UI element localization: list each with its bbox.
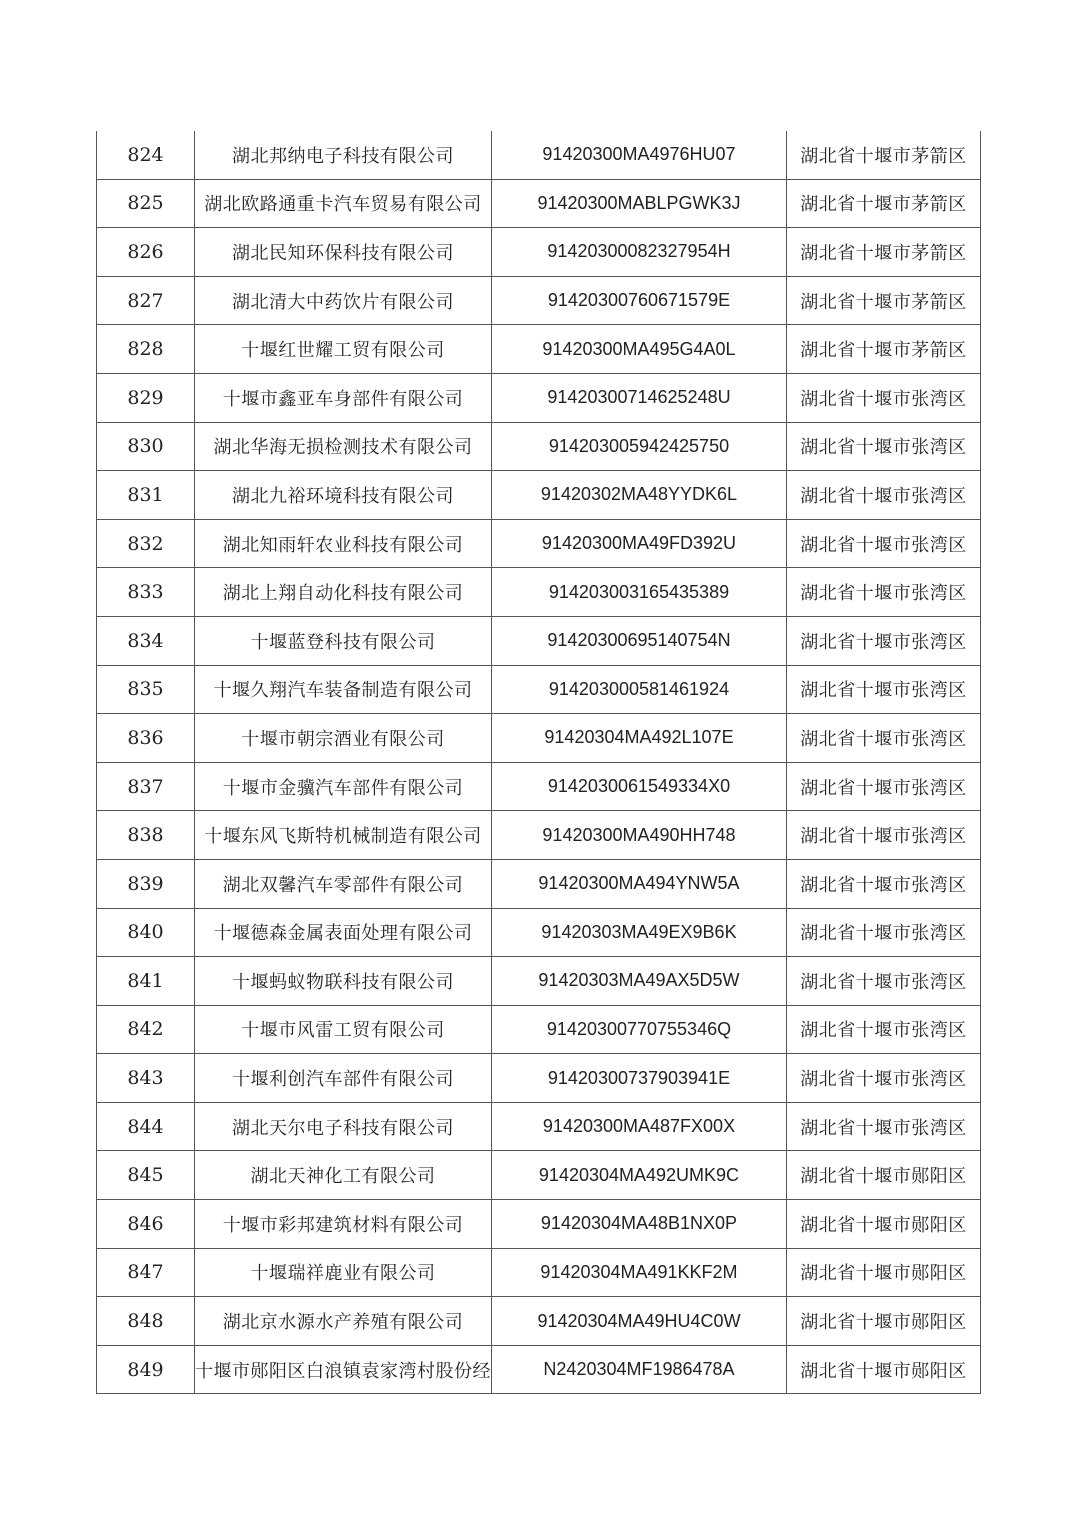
company-region: 湖北省十堰市张湾区	[787, 568, 981, 617]
company-name: 湖北清大中药饮片有限公司	[195, 276, 492, 325]
credit-code: 91420300MABLPGWK3J	[492, 179, 787, 228]
company-name: 十堰市朝宗酒业有限公司	[195, 714, 492, 763]
row-number: 838	[97, 811, 195, 860]
table-row	[97, 131, 981, 179]
row-number: 833	[97, 568, 195, 617]
row-number: 830	[97, 422, 195, 471]
row-number: 828	[97, 325, 195, 374]
credit-code: 91420300737903941E	[492, 1054, 787, 1103]
credit-code: 91420304MA491KKF2M	[492, 1248, 787, 1297]
company-name: 湖北民知环保科技有限公司	[195, 228, 492, 277]
company-name: 十堰利创汽车部件有限公司	[195, 1054, 492, 1103]
credit-code: N2420304MF1986478A	[492, 1345, 787, 1394]
company-name: 湖北天尔电子科技有限公司	[195, 1102, 492, 1151]
credit-code: 91420300MA495G4A0L	[492, 325, 787, 374]
table-row	[97, 1005, 981, 1054]
row-number: 844	[97, 1102, 195, 1151]
company-name: 十堰市风雷工贸有限公司	[195, 1005, 492, 1054]
company-name: 湖北华海无损检测技术有限公司	[195, 422, 492, 471]
credit-code: 91420303MA49AX5D5W	[492, 957, 787, 1006]
table-row	[97, 422, 981, 471]
row-number: 831	[97, 471, 195, 520]
credit-code: 91420300770755346Q	[492, 1005, 787, 1054]
row-number: 845	[97, 1151, 195, 1200]
table-row	[97, 325, 981, 374]
table-row	[97, 276, 981, 325]
company-region: 湖北省十堰市茅箭区	[787, 131, 981, 179]
table-row	[97, 908, 981, 957]
table-row	[97, 1054, 981, 1103]
credit-code: 91420303MA49EX9B6K	[492, 908, 787, 957]
company-region: 湖北省十堰市张湾区	[787, 616, 981, 665]
row-number: 829	[97, 373, 195, 422]
row-number: 847	[97, 1248, 195, 1297]
credit-code: 9142030061549334X0	[492, 762, 787, 811]
company-name: 十堰市金骥汽车部件有限公司	[195, 762, 492, 811]
company-name: 湖北九裕环境科技有限公司	[195, 471, 492, 520]
company-region: 湖北省十堰市郧阳区	[787, 1200, 981, 1249]
company-region: 湖北省十堰市郧阳区	[787, 1297, 981, 1346]
company-region: 湖北省十堰市茅箭区	[787, 179, 981, 228]
table-row	[97, 665, 981, 714]
row-number: 826	[97, 228, 195, 277]
credit-code: 91420300MA49FD392U	[492, 519, 787, 568]
table-row	[97, 373, 981, 422]
credit-code: 91420300MA4976HU07	[492, 131, 787, 179]
credit-code: 914203005942425750	[492, 422, 787, 471]
company-region: 湖北省十堰市张湾区	[787, 957, 981, 1006]
credit-code: 914203000581461924	[492, 665, 787, 714]
company-name: 湖北知雨轩农业科技有限公司	[195, 519, 492, 568]
company-name: 湖北京水源水产养殖有限公司	[195, 1297, 492, 1346]
company-region: 湖北省十堰市张湾区	[787, 373, 981, 422]
company-region: 湖北省十堰市茅箭区	[787, 325, 981, 374]
company-region: 湖北省十堰市张湾区	[787, 908, 981, 957]
table-row	[97, 179, 981, 228]
company-region: 湖北省十堰市郧阳区	[787, 1151, 981, 1200]
row-number: 827	[97, 276, 195, 325]
company-region: 湖北省十堰市茅箭区	[787, 228, 981, 277]
table-row	[97, 1151, 981, 1200]
credit-code: 91420304MA492UMK9C	[492, 1151, 787, 1200]
table-row	[97, 957, 981, 1006]
row-number: 825	[97, 179, 195, 228]
company-list-table	[96, 131, 981, 1394]
table-row	[97, 811, 981, 860]
row-number: 835	[97, 665, 195, 714]
credit-code: 91420300MA494YNW5A	[492, 859, 787, 908]
company-region: 湖北省十堰市张湾区	[787, 519, 981, 568]
company-name: 十堰市鑫亚车身部件有限公司	[195, 373, 492, 422]
table-row	[97, 1248, 981, 1297]
table-body	[97, 131, 981, 1394]
credit-code: 91420300082327954H	[492, 228, 787, 277]
row-number: 846	[97, 1200, 195, 1249]
credit-code: 91420300760671579E	[492, 276, 787, 325]
company-region: 湖北省十堰市张湾区	[787, 471, 981, 520]
table-row	[97, 616, 981, 665]
company-region: 湖北省十堰市郧阳区	[787, 1345, 981, 1394]
row-number: 839	[97, 859, 195, 908]
row-number: 849	[97, 1345, 195, 1394]
table-row	[97, 1102, 981, 1151]
company-name: 湖北欧路通重卡汽车贸易有限公司	[195, 179, 492, 228]
row-number: 848	[97, 1297, 195, 1346]
table-row	[97, 1345, 981, 1394]
row-number: 834	[97, 616, 195, 665]
company-name: 湖北邦纳电子科技有限公司	[195, 131, 492, 179]
row-number: 837	[97, 762, 195, 811]
row-number: 836	[97, 714, 195, 763]
table-row	[97, 471, 981, 520]
table-row	[97, 1297, 981, 1346]
company-name: 十堰市彩邦建筑材料有限公司	[195, 1200, 492, 1249]
credit-code: 91420300695140754N	[492, 616, 787, 665]
company-name: 十堰蓝登科技有限公司	[195, 616, 492, 665]
credit-code: 91420302MA48YYDK6L	[492, 471, 787, 520]
company-region: 湖北省十堰市郧阳区	[787, 1248, 981, 1297]
table-row	[97, 1200, 981, 1249]
row-number: 832	[97, 519, 195, 568]
table-row	[97, 228, 981, 277]
table-row	[97, 714, 981, 763]
company-name: 湖北天神化工有限公司	[195, 1151, 492, 1200]
company-region: 湖北省十堰市张湾区	[787, 762, 981, 811]
company-name: 十堰市郧阳区白浪镇袁家湾村股份经	[195, 1345, 492, 1394]
credit-code: 91420304MA48B1NX0P	[492, 1200, 787, 1249]
company-region: 湖北省十堰市张湾区	[787, 422, 981, 471]
row-number: 841	[97, 957, 195, 1006]
company-name: 十堰蚂蚁物联科技有限公司	[195, 957, 492, 1006]
row-number: 824	[97, 131, 195, 179]
company-name: 十堰红世耀工贸有限公司	[195, 325, 492, 374]
row-number: 843	[97, 1054, 195, 1103]
company-name: 十堰瑞祥鹿业有限公司	[195, 1248, 492, 1297]
table-row	[97, 519, 981, 568]
company-name: 十堰久翔汽车装备制造有限公司	[195, 665, 492, 714]
row-number: 842	[97, 1005, 195, 1054]
company-region: 湖北省十堰市张湾区	[787, 859, 981, 908]
company-name: 湖北上翔自动化科技有限公司	[195, 568, 492, 617]
table-row	[97, 762, 981, 811]
credit-code: 914203003165435389	[492, 568, 787, 617]
company-region: 湖北省十堰市张湾区	[787, 811, 981, 860]
credit-code: 91420300MA487FX00X	[492, 1102, 787, 1151]
company-region: 湖北省十堰市张湾区	[787, 1005, 981, 1054]
company-name: 十堰东风飞斯特机械制造有限公司	[195, 811, 492, 860]
table-row	[97, 568, 981, 617]
row-number: 840	[97, 908, 195, 957]
company-region: 湖北省十堰市张湾区	[787, 1054, 981, 1103]
company-region: 湖北省十堰市张湾区	[787, 665, 981, 714]
credit-code: 91420304MA49HU4C0W	[492, 1297, 787, 1346]
credit-code: 91420304MA492L107E	[492, 714, 787, 763]
table-row	[97, 859, 981, 908]
company-region: 湖北省十堰市张湾区	[787, 714, 981, 763]
credit-code: 91420300714625248U	[492, 373, 787, 422]
company-name: 十堰德森金属表面处理有限公司	[195, 908, 492, 957]
company-name: 湖北双馨汽车零部件有限公司	[195, 859, 492, 908]
credit-code: 91420300MA490HH748	[492, 811, 787, 860]
company-region: 湖北省十堰市张湾区	[787, 1102, 981, 1151]
company-region: 湖北省十堰市茅箭区	[787, 276, 981, 325]
